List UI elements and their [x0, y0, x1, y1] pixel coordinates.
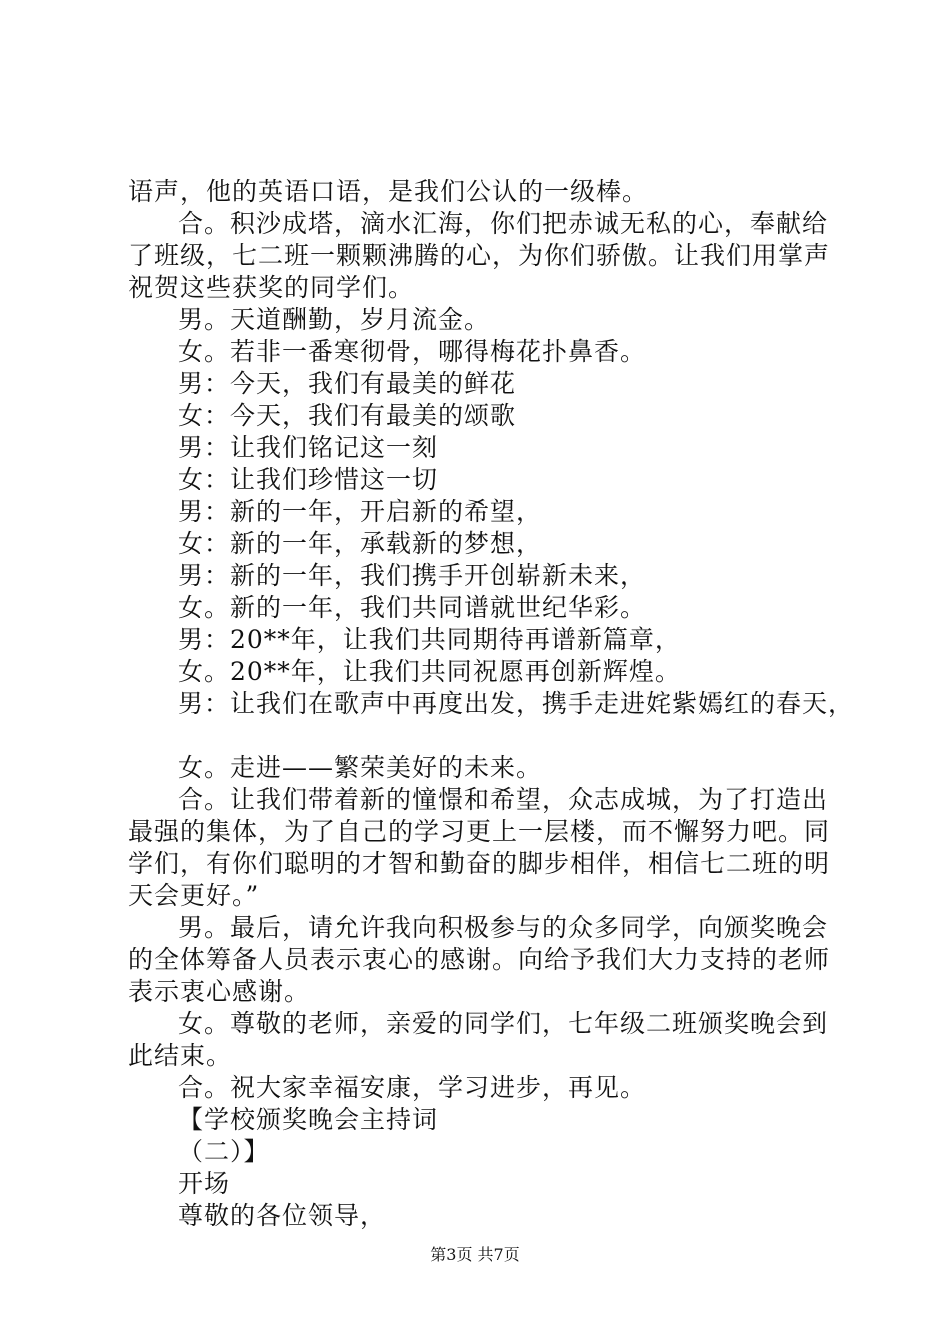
page-footer: 第3页 共7页	[430, 1245, 520, 1264]
text-line: 女：新的一年，承载新的梦想，	[178, 529, 543, 558]
text-line: 女。若非一番寒彻骨，哪得梅花扑鼻香。	[178, 337, 647, 366]
text-line: 表示衷心感谢。	[128, 977, 311, 1006]
text-line: 语声，他的英语口语，是我们公认的一级棒。	[128, 177, 649, 206]
text-line: 【学校颁奖晚会主持词	[178, 1105, 439, 1134]
text-line: 女：今天，我们有最美的颂歌	[178, 401, 517, 430]
text-line: 女。新的一年，我们共同谱就世纪华彩。	[178, 593, 647, 622]
text-line: 合。让我们带着新的憧憬和希望，众志成城，为了打造出	[178, 785, 829, 814]
text-line: 此结束。	[128, 1041, 233, 1070]
text-line: （二）】	[178, 1137, 270, 1166]
text-line: 男：新的一年，开启新的希望，	[178, 497, 543, 526]
text-line: 祝贺这些获奖的同学们。	[128, 273, 415, 302]
text-line: 合。祝大家幸福安康，学习进步，再见。	[178, 1073, 647, 1102]
text-line: 女：让我们珍惜这一切	[178, 465, 439, 494]
text-line: 合。积沙成塔，滴水汇海，你们把赤诚无私的心，奉献给	[178, 209, 829, 238]
text-line: 天会更好。”	[128, 881, 260, 910]
text-line: 男：让我们在歌声中再度出发，携手走进姹紫嫣红的春天，	[178, 689, 855, 718]
text-line: 女。尊敬的老师，亲爱的同学们，七年级二班颁奖晚会到	[178, 1009, 829, 1038]
text-line: 男。最后，请允许我向积极参与的众多同学，向颁奖晚会	[178, 913, 829, 942]
text-line: 最强的集体，为了自己的学习更上一层楼，而不懈努力吧。同	[128, 817, 831, 846]
text-line: 男：让我们铭记这一刻	[178, 433, 439, 462]
text-line: 男。天道酬勤，岁月流金。	[178, 305, 491, 334]
text-line: 的全体筹备人员表示衷心的感谢。向给予我们大力支持的老师	[128, 945, 831, 974]
text-line: 女。20**年，让我们共同祝愿再创新辉煌。	[178, 657, 681, 686]
text-line: 男：新的一年，我们携手开创崭新未来，	[178, 561, 647, 590]
text-line: 男：20**年，让我们共同期待再谱新篇章，	[178, 625, 681, 654]
text-line: 了班级，七二班一颗颗沸腾的心，为你们骄傲。让我们用掌声	[128, 241, 831, 270]
text-line: 男：今天，我们有最美的鲜花	[178, 369, 517, 398]
text-line: 学们，有你们聪明的才智和勤奋的脚步相伴，相信七二班的明	[128, 849, 831, 878]
text-line: 开场	[178, 1169, 231, 1198]
text-line: 尊敬的各位领导，	[178, 1201, 387, 1230]
text-line: 女。走进——繁荣美好的未来。	[178, 753, 543, 782]
